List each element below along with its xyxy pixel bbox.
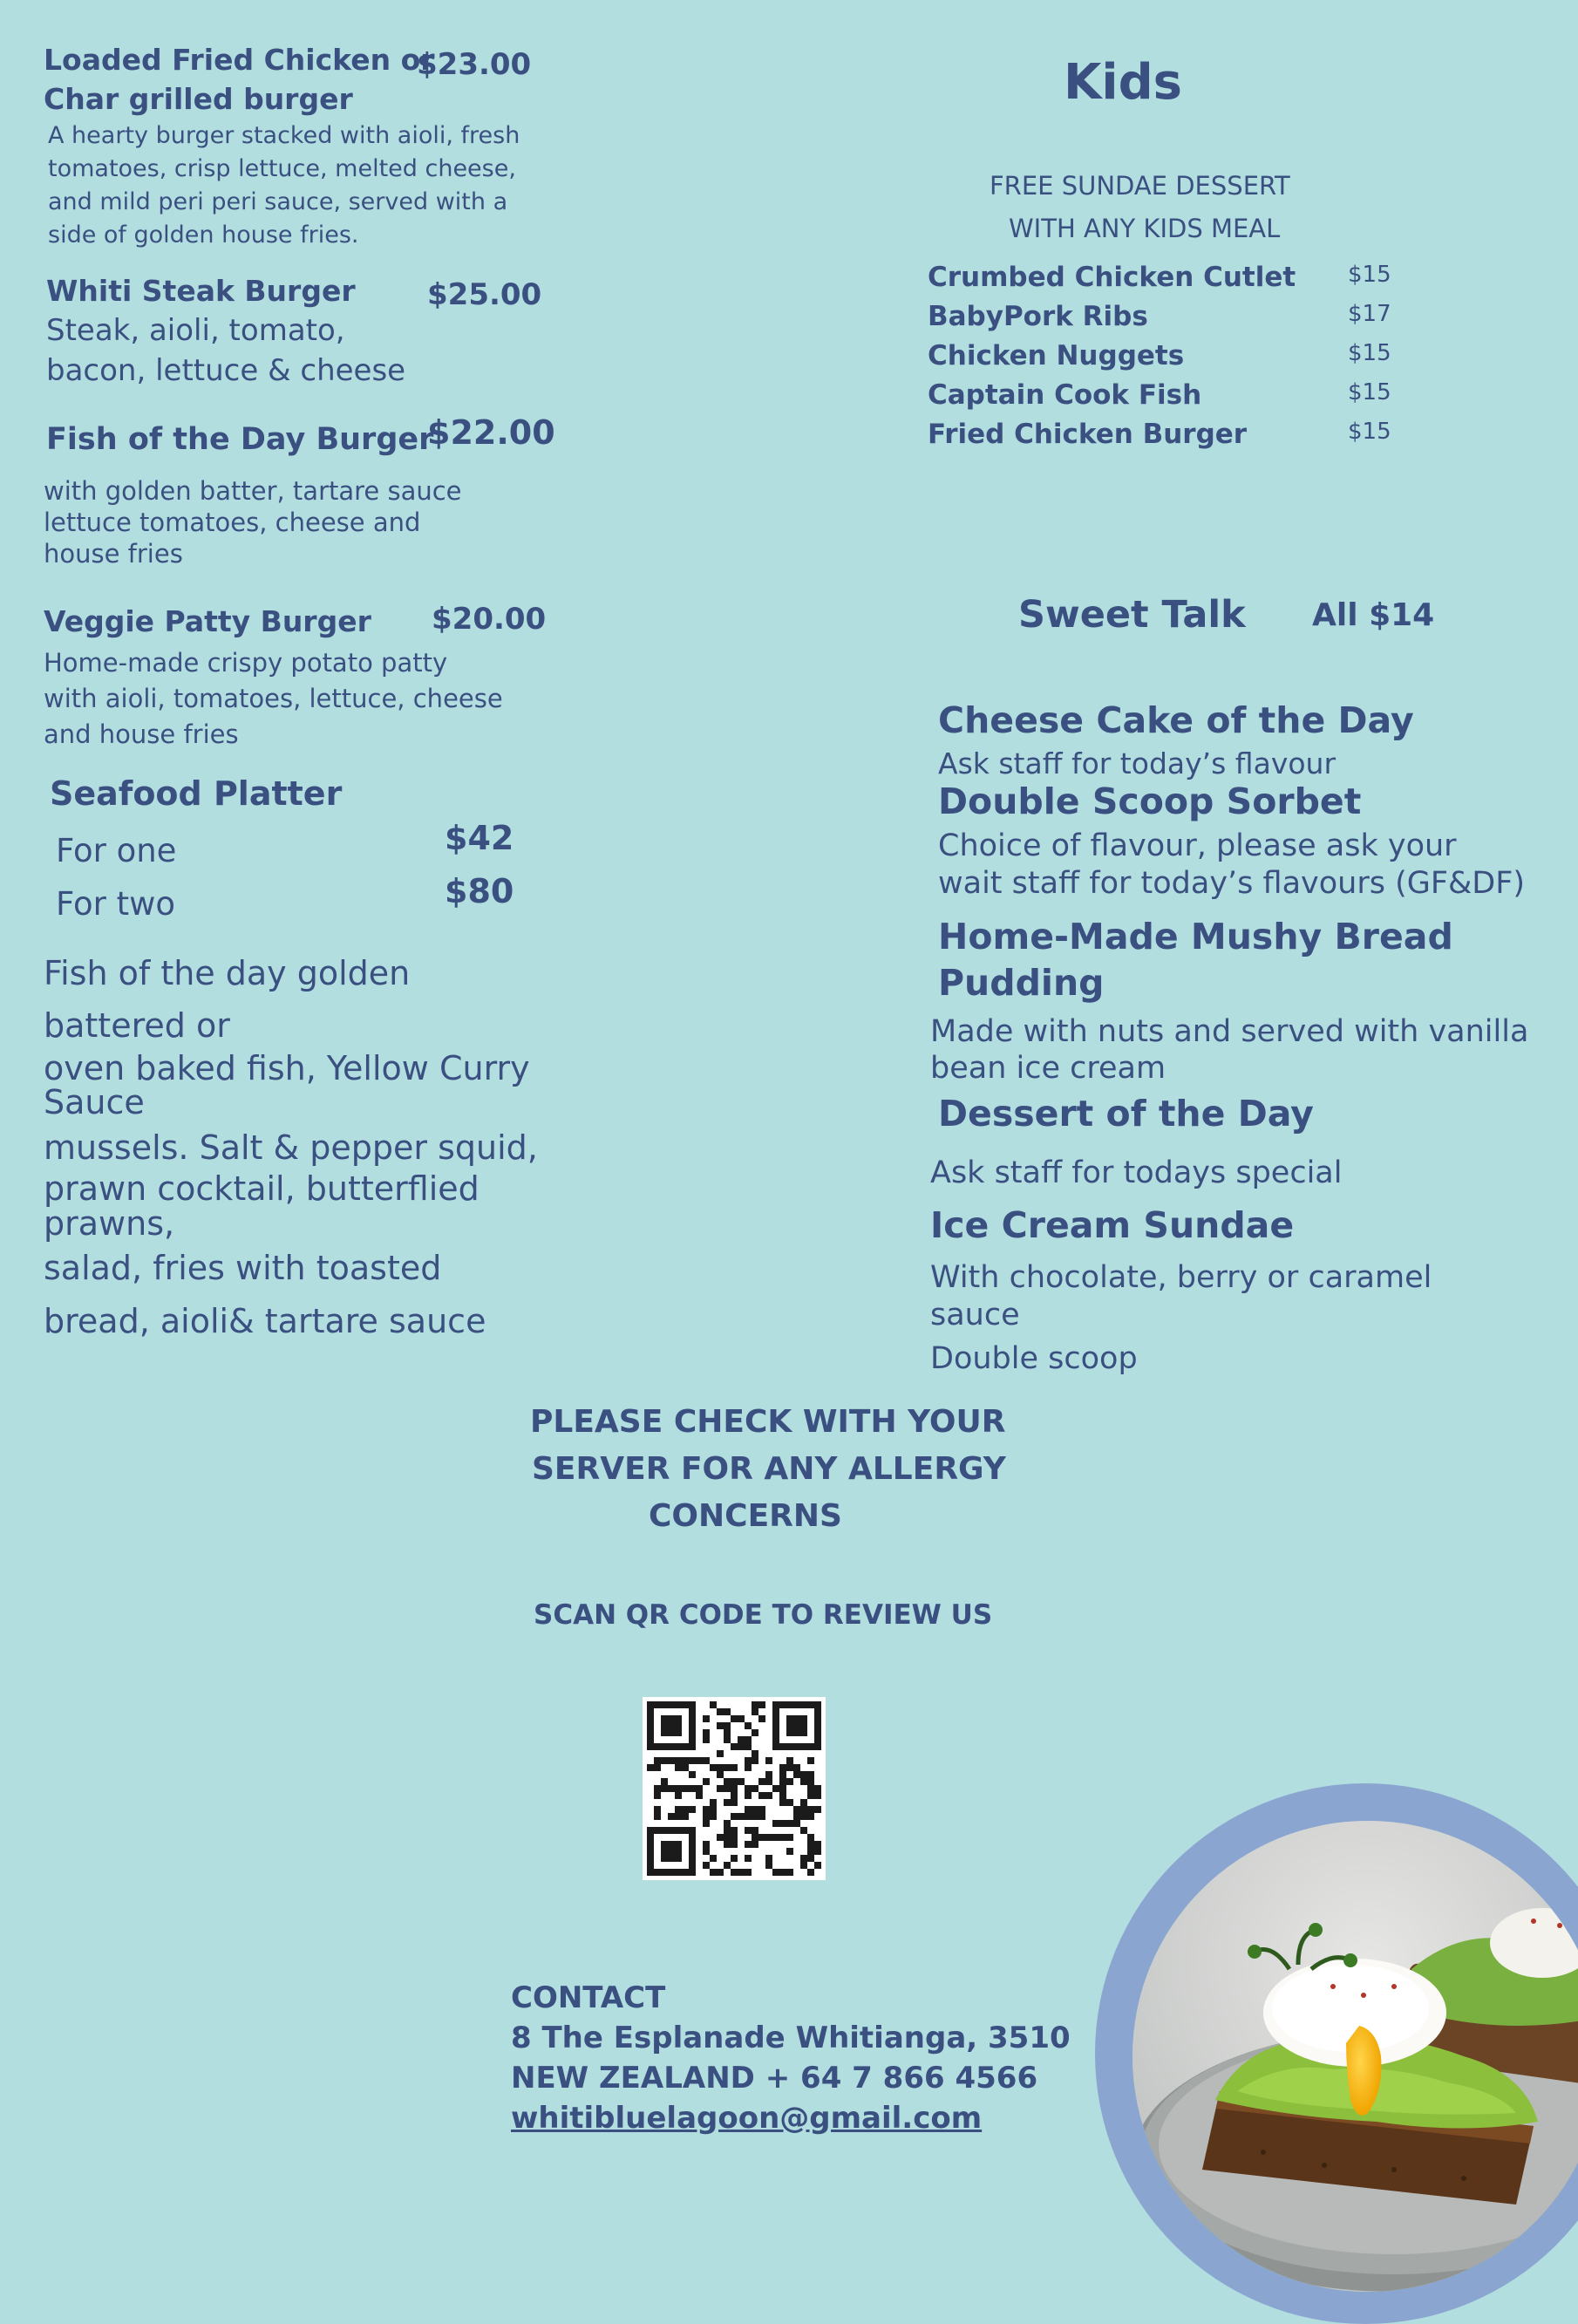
contact-address: 8 The Esplanade Whitianga, 3510 [511, 2021, 1071, 2055]
dessert-title: Double Scoop Sorbet [938, 780, 1362, 822]
seafood-option-label: For two [56, 885, 175, 923]
scan-qr-label: SCAN QR CODE TO REVIEW US [534, 1599, 993, 1631]
seafood-title: Seafood Platter [50, 774, 343, 813]
food-photo [1132, 1821, 1578, 2292]
item-price: $23.00 [417, 47, 532, 82]
item-desc: with golden batter, tartare sauce lettuce tomatoes, cheese and house fries [44, 476, 462, 569]
kids-item-name: Fried Chicken Burger [928, 419, 1248, 450]
dessert-desc: With chocolate, berry or caramel [930, 1260, 1432, 1295]
item-desc: A hearty burger stacked with aioli, fresh tomatoes, crisp lettuce, melted cheese, and mild peri peri sauce, served with a side of golden house fries. [48, 122, 520, 249]
dessert-desc: sauce [930, 1298, 1020, 1332]
seafood-desc-line: prawn cocktail, butterflied [44, 1169, 480, 1208]
dessert-desc: bean ice cream [930, 1051, 1166, 1086]
allergy-line: CONCERNS [649, 1498, 842, 1534]
dessert-desc: wait staff for today’s flavours (GF&DF) [938, 866, 1526, 901]
dessert-desc: Choice of flavour, please ask your [938, 828, 1457, 863]
seafood-desc-line: salad, fries with toasted [44, 1249, 442, 1287]
kids-item-price: $15 [1348, 379, 1391, 406]
item-title: Whiti Steak Burger [46, 274, 356, 308]
qr-code-icon [643, 1697, 826, 1880]
dessert-title: Pudding [938, 962, 1105, 1004]
avocado-toast-illustration [1132, 1821, 1578, 2292]
dessert-title: Home-Made Mushy Bread [938, 916, 1453, 958]
seafood-desc-line: Sauce [44, 1083, 145, 1121]
dessert-desc: Double scoop [930, 1341, 1138, 1376]
kids-item-price: $15 [1348, 419, 1391, 445]
item-desc: Steak, aioli, tomato, bacon, lettuce & cheese [46, 313, 406, 388]
dessert-title: Cheese Cake of the Day [938, 699, 1414, 741]
kids-note: FREE SUNDAE DESSERT [990, 171, 1290, 201]
kids-note: WITH ANY KIDS MEAL [1009, 214, 1281, 243]
contact-country-phone[interactable]: NEW ZEALAND + 64 7 866 4566 [511, 2061, 1038, 2096]
seafood-option-price: $80 [445, 872, 514, 910]
qr-code[interactable] [643, 1697, 826, 1880]
contact-heading: CONTACT [511, 1980, 666, 2015]
seafood-option-label: For one [56, 832, 177, 869]
item-price: $20.00 [432, 602, 547, 637]
dessert-title: Ice Cream Sundae [930, 1204, 1295, 1246]
sweet-talk-title: Sweet Talk [1018, 593, 1246, 637]
item-price: $25.00 [427, 277, 542, 312]
kids-item-price: $17 [1348, 301, 1391, 327]
seafood-desc-line: bread, aioli& tartare sauce [44, 1302, 486, 1340]
seafood-desc-line: mussels. Salt & pepper squid, [44, 1128, 538, 1167]
seafood-desc-line: battered or [44, 1006, 230, 1045]
seafood-desc-line: Fish of the day golden [44, 954, 411, 992]
kids-item-name: Chicken Nuggets [928, 340, 1185, 371]
item-desc: Home-made crispy potato patty with aioli, tomatoes, lettuce, cheese and house fries [44, 648, 503, 749]
dessert-desc: Ask staff for todays special [930, 1155, 1343, 1190]
kids-item-name: Crumbed Chicken Cutlet [928, 262, 1296, 293]
kids-item-name: BabyPork Ribs [928, 301, 1148, 332]
dessert-desc: Ask staff for today’s flavour [938, 746, 1337, 780]
sweet-talk-price: All $14 [1312, 597, 1435, 633]
kids-title: Kids [1064, 54, 1183, 111]
dessert-title: Dessert of the Day [938, 1093, 1314, 1135]
dessert-desc: Made with nuts and served with vanilla [930, 1014, 1529, 1049]
contact-email-link[interactable]: whitibluelagoon@gmail.com [511, 2101, 983, 2136]
item-title: Loaded Fried Chicken or [44, 43, 435, 77]
seafood-desc-line: oven baked fish, Yellow Curry [44, 1049, 530, 1087]
allergy-line: SERVER FOR ANY ALLERGY [532, 1451, 1006, 1487]
kids-item-name: Captain Cook Fish [928, 379, 1202, 411]
item-price: $22.00 [427, 413, 555, 452]
kids-item-price: $15 [1348, 340, 1391, 366]
item-title: Char grilled burger [44, 82, 353, 116]
seafood-desc-line: prawns, [44, 1204, 175, 1243]
allergy-line: PLEASE CHECK WITH YOUR [530, 1404, 1006, 1440]
seafood-option-price: $42 [445, 819, 514, 857]
kids-item-price: $15 [1348, 262, 1391, 288]
item-title: Veggie Patty Burger [44, 604, 371, 638]
item-title: Fish of the Day Burger [46, 422, 434, 457]
